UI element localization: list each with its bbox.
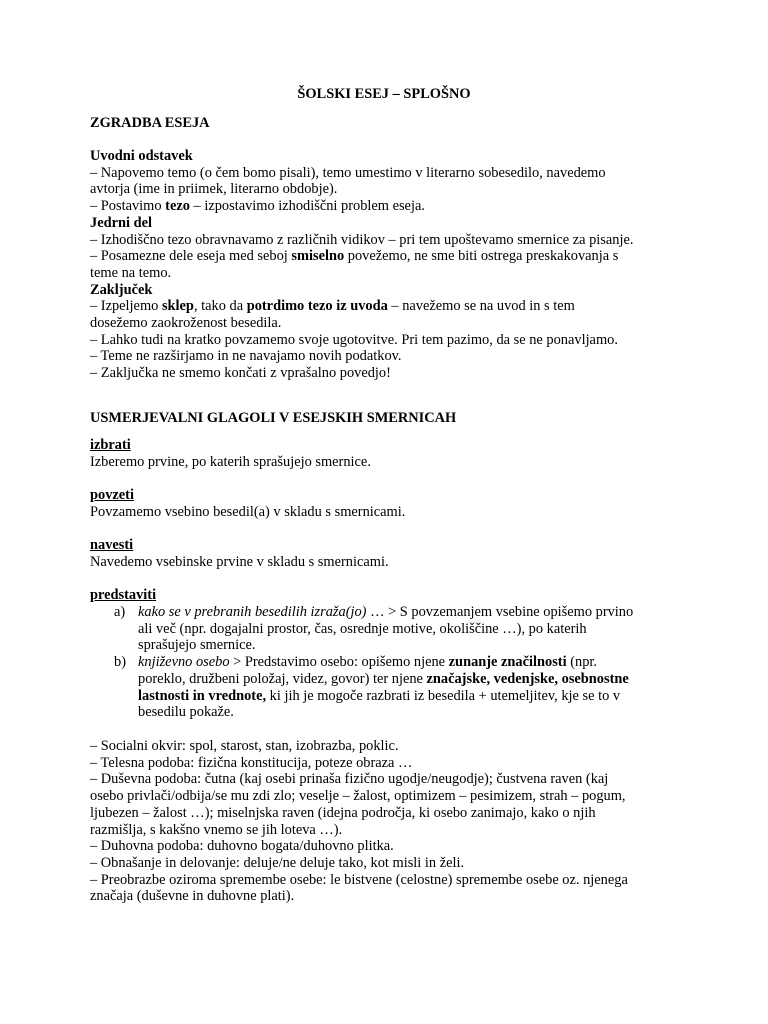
text-line: – Izhodiščno tezo obravnavamo z različnih vidikov – pri tem upoštevamo smernice za pisanje. — [90, 231, 634, 248]
text-line: sprašujejo smernice. — [138, 637, 256, 654]
bold-term: lastnosti in vrednote, — [138, 687, 267, 704]
text-line: – Teme ne razširjamo in ne navajamo novih podatkov. — [90, 348, 402, 365]
text-line: dosežemo zaokroženost besedila. — [90, 315, 282, 332]
text-line: – Obnašanje in delovanje: deluje/ne deluje tako, kot misli in želi. — [90, 854, 465, 871]
bold-term: tezo — [165, 198, 190, 215]
text-line: – Lahko tudi na kratko povzamemo svoje ugotovitve. Pri tem pazimo, da se ne ponavljamo. — [90, 331, 618, 348]
text-line: avtorja (ime in priimek, literarno obdobje). — [90, 181, 338, 198]
bold-term: značajske, vedenjske, osebnostne — [426, 670, 629, 687]
entry-povzeti — [90, 487, 690, 520]
text-line: – Posamezne dele eseja med seboj smiselno povežemo, ne sme biti ostrega preskakovanja s — [90, 248, 619, 265]
section-zgradba — [90, 115, 690, 132]
entry-navesti — [90, 537, 690, 570]
italic-phrase: književno osebo — [138, 654, 230, 671]
text-line: – Socialni okvir: spol, starost, stan, izobrazba, poklic. — [90, 738, 399, 754]
heading-uvodni: Uvodni odstavek — [90, 148, 193, 164]
text-line: – Telesna podoba: fizična konstitucija, poteze obraza … — [90, 754, 413, 771]
subsection-uvodni — [90, 148, 690, 382]
bold-term: zunanje značilnosti — [448, 654, 567, 671]
text-line: – Duhovna podoba: duhovno bogata/duhovno plitka. — [90, 838, 394, 855]
section-heading-zgradba: ZGRADBA ESEJA — [90, 115, 210, 131]
term-povzeti: povzeti — [90, 487, 134, 503]
text-line: teme na temo. — [90, 264, 172, 281]
bold-term: smiselno — [291, 248, 345, 265]
text-line: ali več (npr. dogajalni prostor, čas, osrednje motive, okoliščine …), po katerih — [138, 620, 587, 637]
term-description: Izberemo prvine, po katerih sprašujejo smernice. — [90, 453, 371, 470]
term-predstaviti: predstaviti — [90, 587, 157, 603]
predstaviti-list — [90, 604, 690, 721]
entry-izbrati — [90, 437, 690, 470]
list-item-a: a) kako se v prebranih besedilih izraža(jo) … > S povzemanjem vsebine opišemo prvino ali več (npr. dogajalni prostor, čas, osrednje motive, okoliščine …), po katerih sprašujejo smernice. — [90, 604, 690, 654]
document-title: ŠOLSKI ESEJ – SPLOŠNO — [297, 86, 471, 102]
text-line: osebo privlači/odbija/se mu zdi zlo; veselje – žalost, optimizem – pesimizem, strah – pogum, — [90, 788, 626, 805]
heading-jedrni: Jedrni del — [90, 214, 152, 231]
section-glagoli — [90, 410, 690, 427]
text-line: – Duševna podoba: čutna (kaj osebi prinaša fizično ugodje/neugodje); čustvena raven (kaj — [90, 771, 609, 788]
entry-predstaviti — [90, 587, 690, 604]
text-line: besedilu pokaže. — [138, 704, 234, 721]
list-marker: b) — [114, 654, 126, 671]
list-marker: a) — [114, 604, 126, 620]
text-line: – Postavimo tezo – izpostavimo izhodiščni problem eseja. — [90, 198, 425, 215]
italic-phrase: kako se v prebranih besedilih izraža(jo) — [138, 604, 367, 620]
term-navesti: navesti — [90, 537, 134, 553]
list-item-b: b) književno osebo > Predstavimo osebo: opišemo njene zunanje značilnosti (npr. poreklo, družbeni položaj, videz, govor) ter njene značajske, vedenjske, osebnostne lastnosti in vrednote, ki jih je mogoče razbrati iz besedila + utemeljitev, kje se to v besedilu pokaže. — [90, 654, 690, 721]
text-line: – Zaključka ne smemo končati z vprašalno povedjo! — [90, 365, 391, 382]
text-line: – Napovemo temo (o čem bomo pisali), temo umestimo v literarno sobesedilo, navedemo — [90, 164, 606, 181]
text-line: razmišlja, s kakšno vnemo se jih loteva …). — [90, 821, 343, 838]
bold-term: sklep — [161, 298, 194, 315]
text-line: ljubezen – žalost …); miselnjska raven (idejna področja, ki osebo zanimajo, kako o njih — [90, 804, 596, 821]
term-description: Povzamemo vsebino besedil(a) v skladu s smernicami. — [90, 503, 406, 520]
term-description: Navedemo vsebinske prvine v skladu s smernicami. — [90, 553, 389, 570]
section-heading-glagoli: USMERJEVALNI GLAGOLI V ESEJSKIH SMERNICAH — [90, 410, 457, 426]
bold-term: potrdimo tezo iz uvoda — [246, 298, 388, 315]
term-izbrati: izbrati — [90, 437, 131, 453]
heading-zakljucek: Zaključek — [90, 281, 153, 298]
text-line: – Preobrazbe oziroma spremembe osebe: le bistvene (celostne) spremembe osebe oz. njenega — [90, 871, 628, 888]
section-okvir — [90, 738, 690, 905]
text-line: značaja (duševne in duhovne plati). — [90, 888, 295, 905]
text-line: – Izpeljemo sklep, tako da potrdimo tezo iz uvoda – navežemo se na uvod in s tem — [90, 298, 575, 315]
